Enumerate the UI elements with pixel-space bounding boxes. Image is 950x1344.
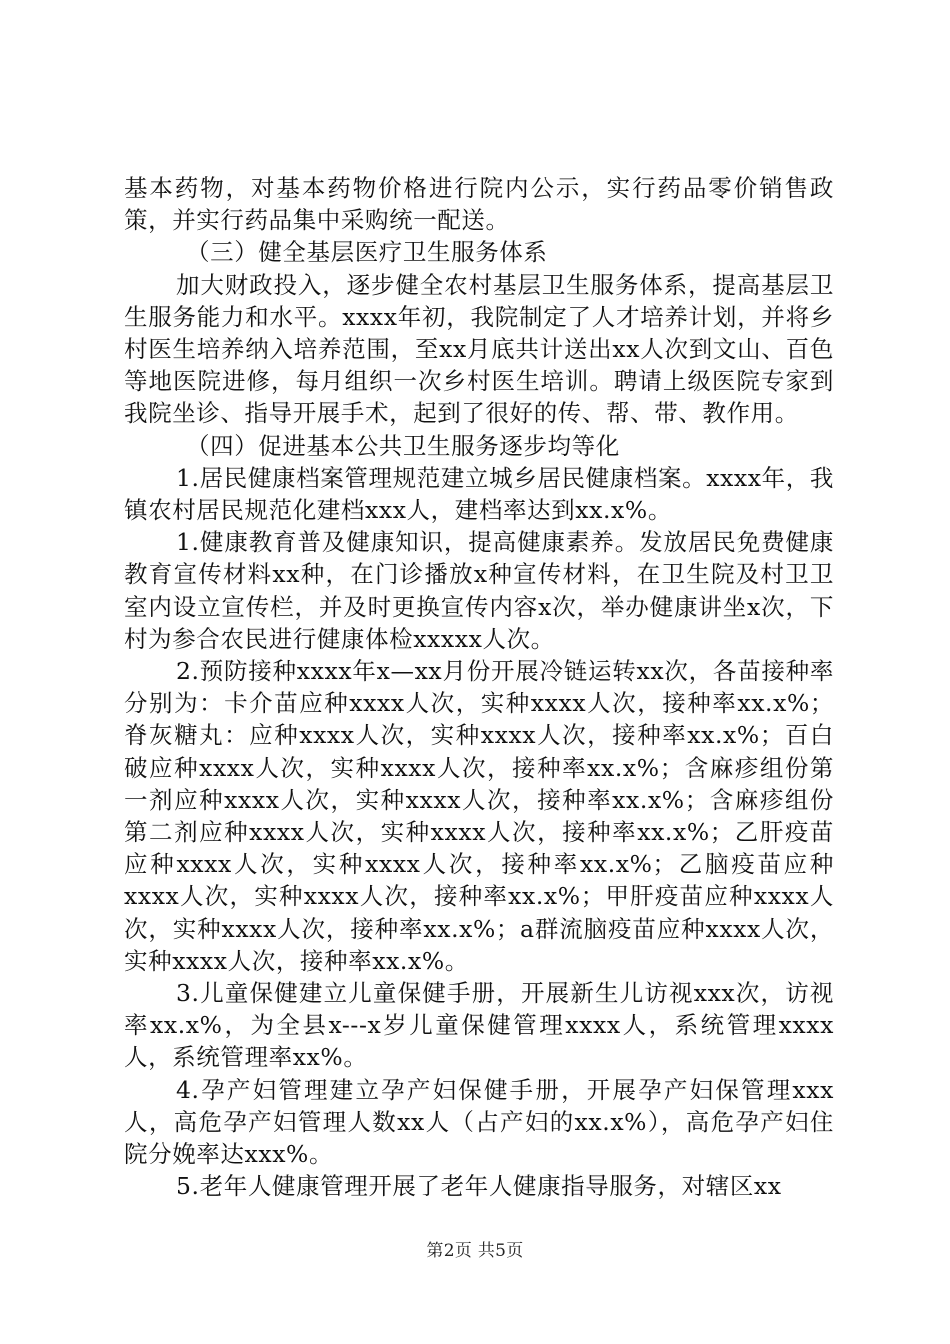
paragraph-elderly-health: 5.老年人健康管理开展了老年人健康指导服务，对辖区xx [176,1172,782,1201]
paragraph-health-records: 1.居民健康档案管理规范建立城乡居民健康档案。xxxx年，我镇农村居民规范化建档xxx人，建档率达到xx.x%。 [124,463,834,525]
paragraph-child-health: 3.儿童保健建立儿童保健手册，开展新生儿访视xxx次，访视率xx.x%，为全县x---x岁儿童保健管理xxxx人，系统管理xxxx人，系统管理率xx%。 [124,979,834,1072]
paragraph-maternal-health: 4.孕产妇管理建立孕产妇保健手册，开展孕产妇保管理xxx人，高危孕产妇管理人数xx人（占产妇的xx.x%），高危孕产妇住院分娩率达xxx%。 [124,1075,834,1169]
page-number-footer: 第2页 共5页 [426,1241,524,1261]
section-heading-4: （四）促进基本公共卫生服务逐步均等化 [186,431,620,460]
paragraph-drug-policy: 基本药物，对基本药物价格进行院内公示，实行药品零价销售政策，并实行药品集中采购统一配送。 [124,174,834,235]
paragraph-health-education: 1.健康教育普及健康知识，提高健康素养。发放居民免费健康教育宣传材料xx种，在门诊播放x种宣传材料，在卫生院及村卫卫室内设立宣传栏，并及时更换宣传内容x次，举办健康讲坐x次，下村为参合农民进行健康体检xxxxx人次。 [124,528,834,653]
paragraph-service-system: 加大财政投入，逐步健全农村基层卫生服务体系，提高基层卫生服务能力和水平。xxxx年初，我院制定了人才培养计划，并将乡村医生培养纳入培养范围，至xx月底共计送出xx人次到文山、百色等地医院进修，每月组织一次乡村医生培训。聘请上级医院专家到我院坐诊、指导开展手术，起到了很好的传、帮、带、教作用。 [124,270,834,428]
paragraph-vaccination: 2.预防接种xxxx年x—xx月份开展冷链运转xx次，各苗接种率分别为：卡介苗应种xxxx人次，实种xxxx人次，接种率xx.x%；脊灰糖丸：应种xxxx人次，实种xxxx人次，接种率xx.x%；百白破应种xxxx人次，实种xxxx人次，接种率xx.x%；含麻疹组份第一剂应种xxxx人次，实种xxxx人次，接种率xx.x%；含麻疹组份第二剂应种xxxx人次，实种xxxx人次，接种率xx.x%；乙肝疫苗应种xxxx人次，实种xxxx人次，接种率xx.x%；乙脑疫苗应种xxxx人次，实种xxxx人次，接种率xx.x%；甲肝疫苗应种xxxx人次，实种xxxx人次，接种率xx.x%；a群流脑疫苗应种xxxx人次，实种xxxx人次，接种率xx.x%。 [124,657,834,975]
section-heading-3: （三）健全基层医疗卫生服务体系 [186,238,548,267]
document-body [124,172,834,1203]
